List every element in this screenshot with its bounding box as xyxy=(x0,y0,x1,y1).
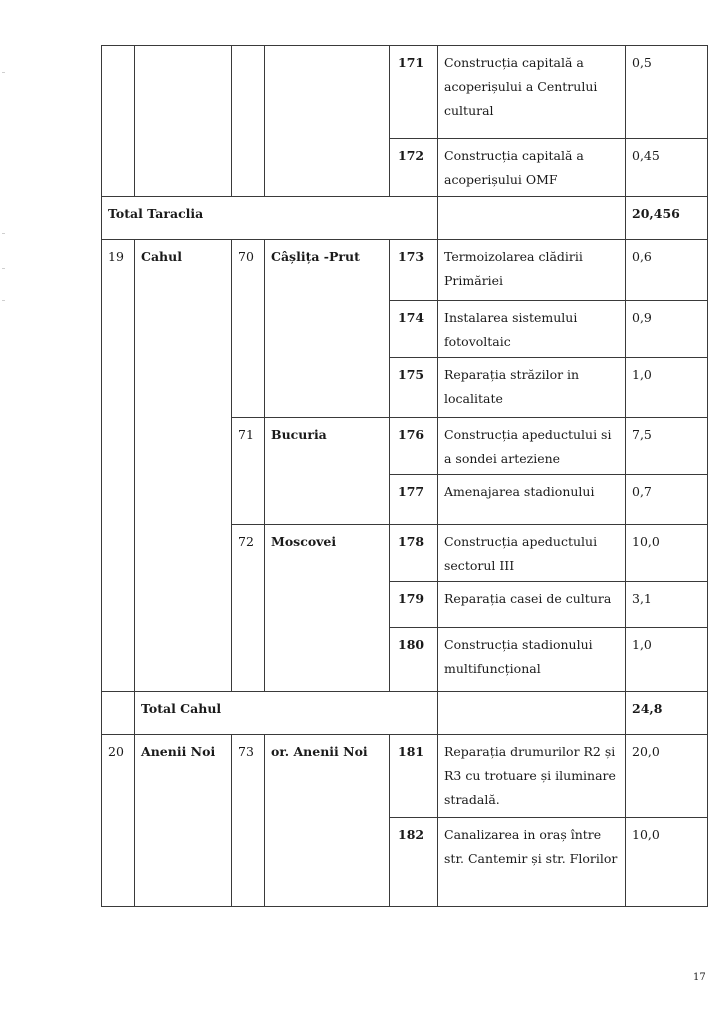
project-number: 182 xyxy=(390,818,438,907)
district-name: Anenii Noi xyxy=(135,735,232,907)
project-description: Reparația drumurilor R2 și R3 cu trotuare și iluminare stradală. xyxy=(438,735,626,818)
project-number: 173 xyxy=(390,240,438,301)
project-value: 10,0 xyxy=(626,818,708,907)
project-description: Construcția capitală a acoperișului OMF xyxy=(438,139,626,197)
project-description: Construcția capitală a acoperișului a Centrului cultural xyxy=(438,46,626,139)
total-value: 20,456 xyxy=(626,197,708,240)
locality-number: 73 xyxy=(232,735,265,907)
cell-locality xyxy=(265,46,390,197)
total-row xyxy=(102,197,708,240)
project-description: Canalizarea in oraș între str. Cantemir și str. Florilor xyxy=(438,818,626,907)
project-description: Termoizolarea clădirii Primăriei xyxy=(438,240,626,301)
cell-district xyxy=(135,46,232,197)
district-number: 20 xyxy=(102,735,135,907)
locality-number: 72 xyxy=(232,525,265,692)
table-row xyxy=(102,240,708,301)
project-number: 174 xyxy=(390,301,438,358)
scan-artifact xyxy=(2,268,5,269)
total-empty-cell xyxy=(438,197,626,240)
project-value: 10,0 xyxy=(626,525,708,582)
locality-number: 71 xyxy=(232,418,265,525)
page-number: 17 xyxy=(693,972,706,983)
project-description: Reparația străzilor in localitate xyxy=(438,358,626,418)
district-number: 19 xyxy=(102,240,135,692)
total-label: Total Taraclia xyxy=(102,197,438,240)
district-name: Cahul xyxy=(135,240,232,692)
total-label: Total Cahul xyxy=(135,692,438,735)
project-value: 1,0 xyxy=(626,628,708,692)
total-blank-cell xyxy=(102,692,135,735)
project-number: 175 xyxy=(390,358,438,418)
scan-artifact xyxy=(2,300,5,301)
project-description: Construcția apeductului sectorul III xyxy=(438,525,626,582)
project-value: 0,45 xyxy=(626,139,708,197)
project-description: Construcția apeductului si a sondei arteziene xyxy=(438,418,626,475)
scan-artifact xyxy=(2,233,5,234)
project-number: 171 xyxy=(390,46,438,139)
project-value: 0,9 xyxy=(626,301,708,358)
project-description: Reparația casei de cultura xyxy=(438,582,626,628)
project-value: 3,1 xyxy=(626,582,708,628)
locality-name: Moscovei xyxy=(265,525,390,692)
locality-name: or. Anenii Noi xyxy=(265,735,390,907)
project-description: Instalarea sistemului fotovoltaic xyxy=(438,301,626,358)
project-value: 20,0 xyxy=(626,735,708,818)
table-row xyxy=(102,46,708,139)
project-value: 7,5 xyxy=(626,418,708,475)
project-number: 179 xyxy=(390,582,438,628)
total-row xyxy=(102,692,708,735)
project-description: Construcția stadionului multifuncțional xyxy=(438,628,626,692)
project-number: 178 xyxy=(390,525,438,582)
project-value: 0,5 xyxy=(626,46,708,139)
locality-number: 70 xyxy=(232,240,265,418)
project-description: Amenajarea stadionului xyxy=(438,475,626,525)
cell-district-no xyxy=(102,46,135,197)
project-value: 1,0 xyxy=(626,358,708,418)
project-number: 177 xyxy=(390,475,438,525)
total-value: 24,8 xyxy=(626,692,708,735)
locality-name: Bucuria xyxy=(265,418,390,525)
project-number: 181 xyxy=(390,735,438,818)
table-row xyxy=(102,735,708,818)
project-value: 0,7 xyxy=(626,475,708,525)
cell-locality-no xyxy=(232,46,265,197)
project-number: 172 xyxy=(390,139,438,197)
projects-table xyxy=(101,45,708,907)
locality-name: Câșlița -Prut xyxy=(265,240,390,418)
project-number: 180 xyxy=(390,628,438,692)
total-empty-cell xyxy=(438,692,626,735)
project-number: 176 xyxy=(390,418,438,475)
scan-artifact xyxy=(2,72,5,73)
project-value: 0,6 xyxy=(626,240,708,301)
